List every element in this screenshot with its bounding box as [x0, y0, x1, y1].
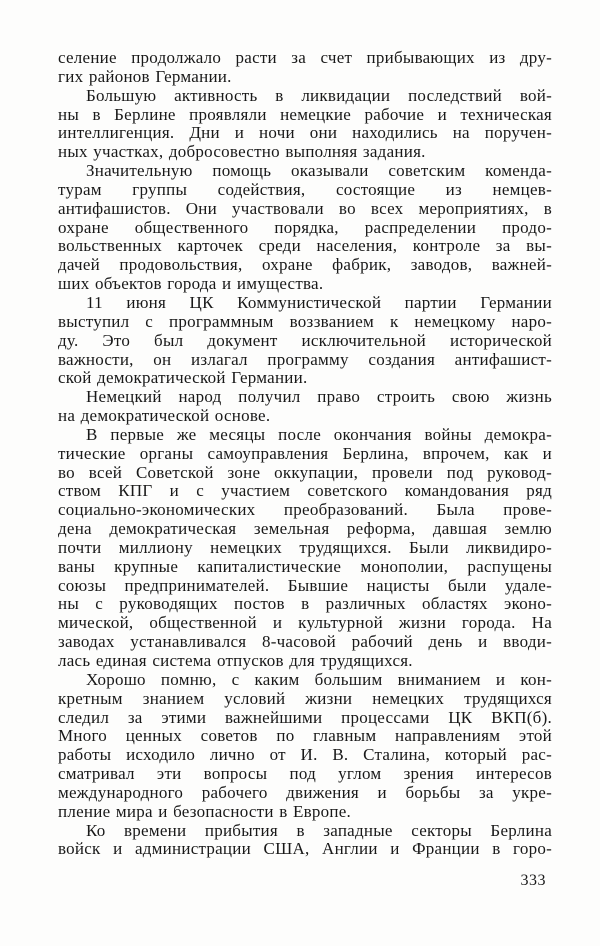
text-line: охране общественного порядка, распределении продо-: [58, 217, 552, 237]
text-line: тические органы самоуправления Берлина, впрочем, как и: [58, 443, 552, 463]
text-line: ны в Берлине проявляли немецкие рабочие и техническая: [58, 104, 552, 124]
text-line: ших объектов города и имущества.: [58, 274, 324, 294]
paragraph: [58, 87, 552, 162]
paragraph: [58, 162, 552, 294]
paragraph: [58, 49, 552, 87]
text-line: ны с руководящих постов в различных областях эконо-: [58, 594, 552, 614]
paragraph: [58, 294, 552, 388]
text-line: селение продолжало расти за счет прибывающих из дру-: [58, 48, 552, 67]
text-line: ду. Это был документ исключительной исторической: [58, 330, 552, 350]
text-line: ством КПГ и с участием советского командования ряд: [58, 481, 552, 501]
text-line: антифашистов. Они участвовали во всех мероприятиях, в: [58, 198, 552, 218]
text-line: вольственных карточек среди населения, контроле за вы-: [58, 236, 552, 256]
text-line: Много ценных советов по главным направлениям этой: [58, 726, 552, 746]
text-line: пление мира и безопасности в Европе.: [58, 801, 352, 821]
paragraph: [58, 822, 552, 860]
text-line: Хорошо помню, с каким большим вниманием и кон-: [86, 669, 552, 689]
text-block: [58, 49, 552, 859]
text-line: следил за этими важнейшими процессами ЦК ВКП(б).: [58, 707, 552, 727]
text-line: выступил с программным воззванием к немецкому наро-: [58, 311, 552, 331]
text-line: важности, он излагал программу создания антифашист-: [58, 349, 552, 369]
text-line: ных участках, добросовестно выполняя задания.: [58, 142, 426, 162]
text-line: дачей продовольствия, охране фабрик, заводов, важней-: [58, 255, 552, 275]
text-line: социально-экономических преобразований. Была прове-: [58, 500, 552, 520]
text-line: войск и администрации США, Англии и Франции в горо-: [58, 839, 552, 859]
text-line: интеллигенция. Дни и ночи они находились на поручен-: [58, 123, 552, 143]
text-line: Немецкий народ получил право строить свою жизнь: [86, 387, 552, 407]
text-line: союзы предпринимателей. Бывшие нацисты были удале-: [58, 575, 552, 595]
text-line: лась единая система отпусков для трудящихся.: [58, 651, 413, 670]
text-line: на демократической основе.: [58, 406, 271, 426]
text-line: работы исходило лично от И. В. Сталина, который рас-: [58, 745, 552, 765]
text-line: почти миллиону немецких трудящихся. Были ликвидиро-: [58, 537, 552, 557]
text-line: турам группы содействия, состоящие из немцев-: [58, 179, 552, 199]
text-line: дена демократическая земельная реформа, давшая землю: [58, 519, 552, 539]
text-line: Большую активность в ликвидации последствий вой-: [86, 85, 552, 105]
text-line: В первые же месяцы после окончания войны демокра-: [86, 424, 552, 444]
paragraph: [58, 426, 552, 671]
paragraph: [58, 671, 552, 822]
text-line: гих районов Германии.: [58, 66, 232, 86]
text-line: ской демократической Германии.: [58, 368, 308, 388]
text-line: мической, общественной и культурной жизни города. На: [58, 613, 552, 633]
text-line: кретным знанием условий жизни немецких трудящихся: [58, 688, 552, 708]
text-line: Значительную помощь оказывали советским коменда-: [86, 161, 552, 181]
text-line: во всей Советской зоне оккупации, провели под руковод-: [58, 462, 552, 482]
text-line: сматривал эти вопросы под углом зрения интересов: [58, 764, 552, 784]
page-number: 333: [520, 872, 546, 889]
text-line: 11 июня ЦК Коммунистической партии Германии: [86, 292, 552, 312]
text-line: ваны крупные капиталистические монополии, распущены: [58, 556, 552, 576]
text-line: международного рабочего движения и борьбы за укре-: [58, 782, 552, 802]
text-line: заводах устанавливался 8-часовой рабочий день и вводи-: [58, 632, 552, 652]
paragraph: [58, 388, 552, 426]
text-line: Ко времени прибытия в западные секторы Берлина: [86, 820, 552, 840]
